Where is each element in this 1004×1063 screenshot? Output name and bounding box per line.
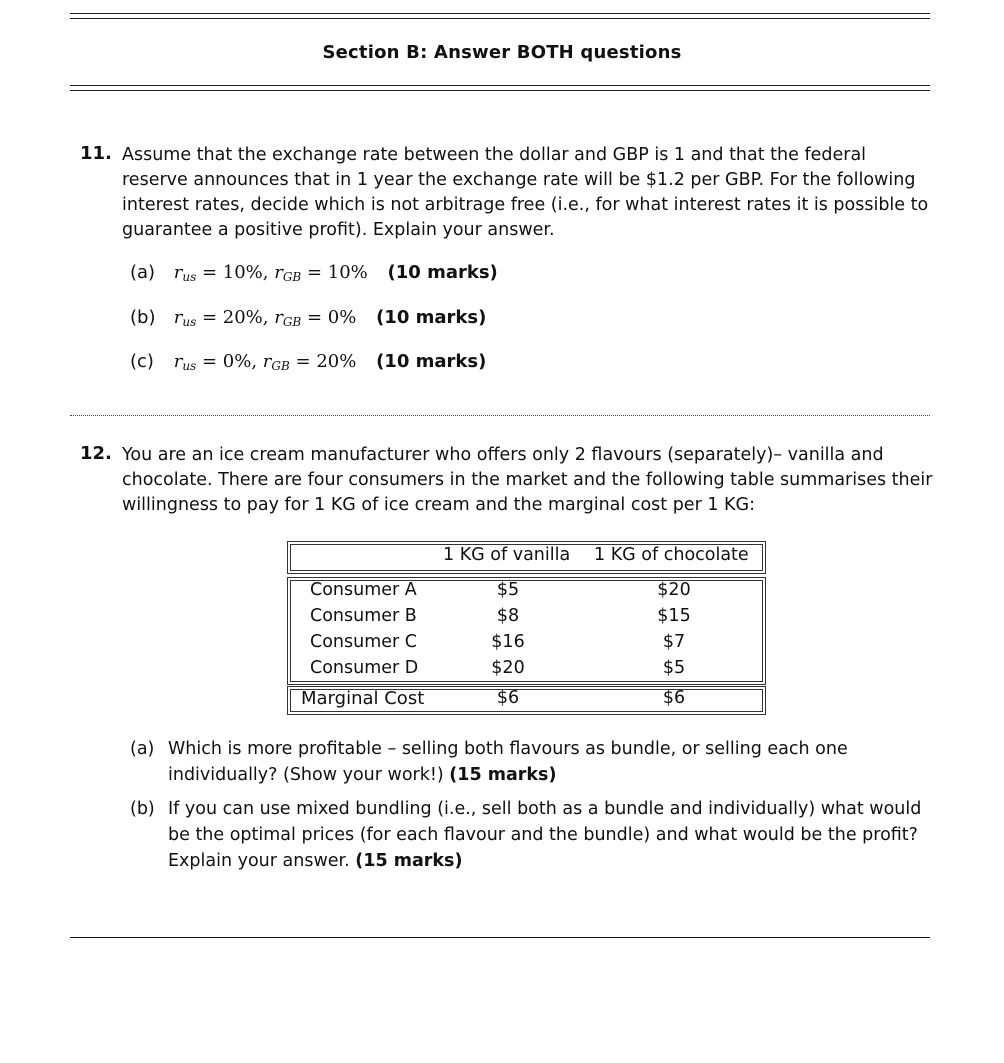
q12-text: You are an ice cream manufacturer who offers only 2 flavours (separately)– vanilla and chocolate. There are four consumers in the market and the following table summarises their willingness to pay for 1 KG of ice cream and the marginal cost per 1 KG: (122, 445, 933, 515)
cell-chocolate-a: $20 (657, 580, 691, 600)
cell-chocolate-cost: $6 (662, 688, 686, 708)
marks: (10 marks) (387, 262, 498, 283)
cell-vanilla-cost: $6 (496, 688, 520, 708)
rate-expression: $r_{us} = 20\%$, $r_{GB} = 0\%$ (173, 307, 357, 329)
section-title: Section B: Answer BOTH questions (322, 42, 682, 63)
q11-part-b (130, 307, 486, 329)
cell-vanilla-c: $16 (491, 632, 525, 652)
cell-chocolate-d: $5 (662, 658, 686, 678)
row-name-cost: Marginal Cost (301, 688, 425, 709)
q11-part-c (130, 351, 486, 373)
marks: (15 marks) (355, 851, 463, 871)
q12-part-a (130, 736, 930, 788)
cell-chocolate-c: $7 (662, 632, 686, 652)
part-label: (a) (130, 739, 155, 759)
q12-number: 12. (80, 443, 112, 464)
rate-expression: $r_{us} = 0\%$, $r_{GB} = 20\%$ (173, 351, 357, 373)
row-name-b: Consumer B (310, 606, 417, 626)
row-name-a: Consumer A (310, 580, 417, 600)
cell-vanilla-b: $8 (496, 606, 520, 626)
rate-expression: $r_{us} = 10\%$, $r_{GB} = 10\%$ (173, 262, 368, 284)
q11-part-a (130, 262, 498, 284)
part-label: (b) (130, 799, 155, 819)
part-label: (a) (130, 262, 156, 283)
marks: (10 marks) (376, 307, 487, 328)
part-label: (c) (130, 351, 154, 372)
marks: (15 marks) (449, 765, 557, 785)
q12-part-b (130, 796, 930, 874)
marks: (10 marks) (376, 351, 487, 372)
cell-vanilla-d: $20 (491, 658, 525, 678)
q11-number: 11. (80, 143, 112, 164)
header-chocolate: 1 KG of chocolate (594, 545, 749, 565)
row-name-c: Consumer C (310, 632, 418, 652)
cell-chocolate-b: $15 (657, 606, 691, 626)
question-separator (70, 415, 930, 416)
part-text: Which is more profitable – selling both flavours as bundle, or selling each one individually? (Show your work!) (168, 739, 848, 785)
row-name-d: Consumer D (310, 658, 419, 678)
q11-text: Assume that the exchange rate between the dollar and GBP is 1 and that the federal reserve announces that in 1 year the exchange rate will be $1.2 per GBP. For the following interest rates, decide which is not arbitrage free (i.e., for what interest rates it is possible to guarantee a positive profit). Explain your answer. (122, 145, 929, 240)
cell-vanilla-a: $5 (496, 580, 520, 600)
part-text: If you can use mixed bundling (i.e., sell both as a bundle and individually) what would be the optimal prices (for each flavour and the bundle) and what would be the profit? Explain your answer. (168, 799, 922, 871)
bottom-rule (70, 937, 930, 938)
part-label: (b) (130, 307, 156, 328)
title-double-rule (70, 85, 930, 91)
top-double-rule (70, 13, 930, 19)
header-vanilla: 1 KG of vanilla (443, 545, 571, 565)
